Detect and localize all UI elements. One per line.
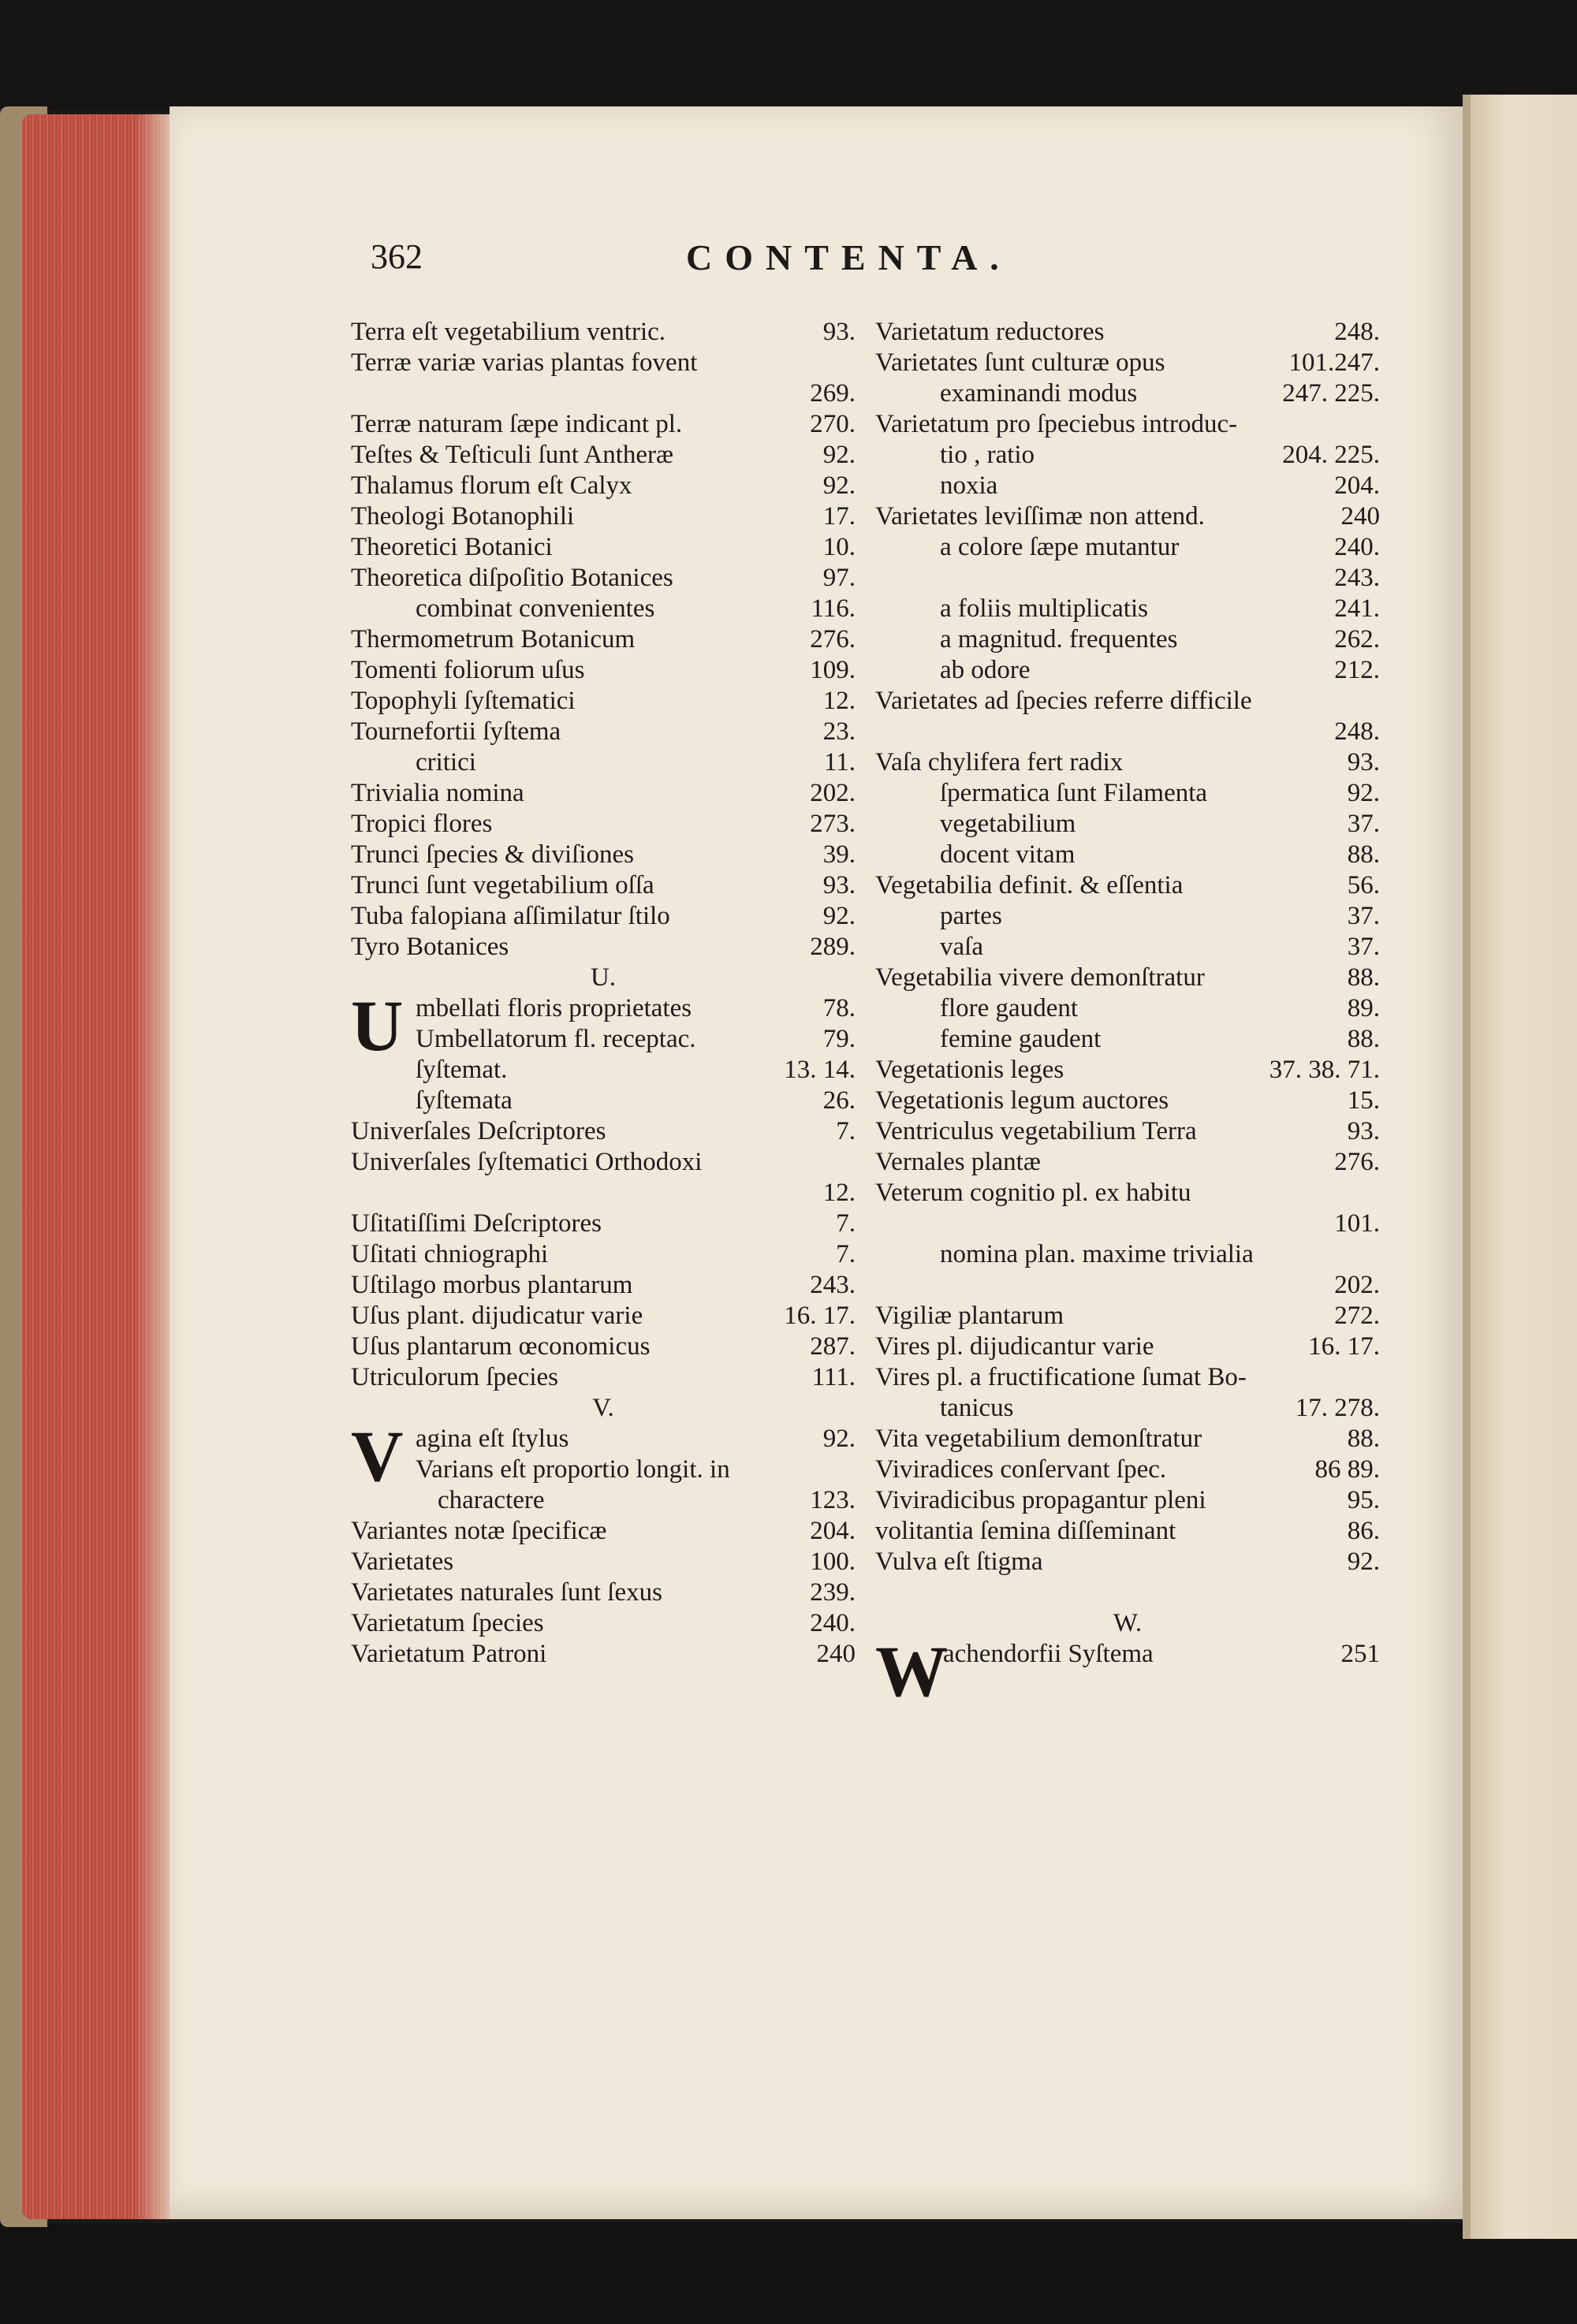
index-entry [875,1362,1380,1393]
entry-page-ref: 269. [810,379,856,408]
entry-page-ref: 240. [810,1609,856,1637]
entry-page-ref: 272. [1334,1302,1380,1330]
entry-term: ab odore [940,656,1031,684]
index-entry [351,932,856,963]
entry-term: ſpermatica ſunt Filamenta [940,779,1208,807]
entry-page-ref: 15. [1347,1086,1380,1115]
entry-page-ref: 202. [810,779,856,807]
index-entry [351,1639,856,1670]
entry-page-ref: 92. [1347,779,1380,807]
entry-page-ref: 17. 278. [1295,1394,1380,1422]
entry-page-ref: 101. [1334,1209,1380,1238]
index-entry [351,840,856,870]
entry-page-ref: 88. [1347,963,1380,992]
index-entry [875,1116,1380,1147]
background-bottom [0,2223,1577,2324]
entry-page-ref: 262. [1334,625,1380,654]
index-entry [351,1454,856,1485]
index-entry [351,563,856,594]
index-entry [351,1393,856,1424]
index-entry [351,1116,856,1147]
entry-term: Univerſales Deſcriptores [351,1117,606,1145]
index-entry [875,594,1380,624]
entry-term: Trunci ſpecies & diviſiones [351,840,635,869]
drop-capital: V [351,1416,404,1496]
index-entry [875,655,1380,686]
index-entry [875,1024,1380,1055]
index-entry [351,594,856,624]
entry-page-ref: 240 [1340,502,1380,531]
entry-page-ref: 37. [1347,933,1380,961]
index-entry [351,809,856,840]
entry-term: Varietatum reductores [875,318,1105,346]
entry-page-ref: 92. [822,441,856,469]
entry-page-ref: 93. [822,318,856,346]
entry-term: Viviradicibus propagantur pleni [875,1486,1206,1514]
entry-term: Tropici flores [351,810,493,838]
entry-term: Varietatum Patroni [351,1640,547,1668]
entry-page-ref: 17. [822,502,856,531]
entry-page-ref: 7. [836,1209,856,1238]
index-entry [351,655,856,686]
index-entry [875,1055,1380,1086]
entry-term: Theoretica diſpoſitio Botanices [351,564,673,592]
index-entry [351,686,856,717]
entry-page-ref: 92. [822,471,856,500]
entry-term: achendorfii Syſtema [943,1640,1154,1668]
entry-term: docent vitam [940,840,1076,869]
left-index-column [351,317,856,1670]
entry-term: a foliis multiplicatis [940,594,1148,623]
entry-term: Theologi Botanophili [351,502,575,531]
entry-page-ref: 88. [1347,1025,1380,1053]
entry-page-ref: 37. [1347,810,1380,838]
entry-term: a magnitud. frequentes [940,625,1178,654]
index-entry [351,717,856,747]
entry-term: Vernales plantæ [875,1148,1041,1176]
index-entry [875,348,1380,378]
index-entry [875,1086,1380,1116]
index-entry [875,1547,1380,1577]
entry-term: Tuba falopiana aſſimilatur ſtilo [351,902,670,930]
index-entry [875,717,1380,747]
index-entry [351,1086,856,1116]
index-entry [875,1393,1380,1424]
index-entry [351,1209,856,1239]
entry-page-ref: 92. [822,902,856,930]
index-entry [875,317,1380,348]
entry-page-ref: 109. [810,656,856,684]
entry-term: Varietatum pro ſpeciebus introduc- [875,410,1238,438]
entry-term: Variantes notæ ſpecificæ [351,1517,607,1545]
index-entry [351,1331,856,1362]
entry-page-ref: 86 89. [1314,1455,1380,1484]
entry-term: Topophyli ſyſtematici [351,687,576,715]
entry-page-ref: 100. [810,1547,856,1576]
entry-page-ref: 88. [1347,1425,1380,1453]
index-entry [875,1239,1380,1270]
entry-page-ref: 240. [1334,533,1380,561]
index-entry [875,1485,1380,1516]
entry-page-ref: 7. [836,1117,856,1145]
index-entry [875,501,1380,532]
index-entry [875,624,1380,655]
entry-term: Vigiliæ plantarum [875,1302,1064,1330]
entry-page-ref: 13. 14. [784,1056,856,1084]
entry-page-ref: 95. [1347,1486,1380,1514]
entry-term: charactere [438,1486,545,1514]
entry-term: noxia [940,471,998,500]
entry-page-ref: 240 [816,1640,856,1668]
index-entry [875,840,1380,870]
index-entry [875,963,1380,993]
background-top [0,0,1577,110]
entry-term: Vaſa chylifera fert radix [875,748,1124,777]
entry-term: Vita vegetabilium demonſtratur [875,1425,1202,1453]
entry-term: Thalamus florum eſt Calyx [351,471,632,500]
index-entry [351,1485,856,1516]
entry-page-ref: 78. [822,994,856,1022]
entry-page-ref: 37. 38. 71. [1269,1056,1380,1084]
entry-term: Uſtilago morbus plantarum [351,1271,633,1299]
index-entry [875,1577,1380,1608]
entry-term: Tournefortii ſyſtema [351,717,561,746]
entry-term: vegetabilium [940,810,1076,838]
entry-page-ref: 111. [811,1363,856,1391]
entry-term: Vulva eſt ſtigma [875,1547,1043,1576]
entry-page-ref: 12. [822,1179,856,1207]
entry-term: Vires pl. dijudicantur varie [875,1332,1154,1361]
index-entry [351,348,856,378]
index-entry [351,378,856,409]
entry-page-ref: 56. [1347,871,1380,899]
entry-term: combinat convenientes [416,594,655,623]
entry-page-ref: 287. [810,1332,856,1361]
entry-page-ref: 273. [810,810,856,838]
index-entry [875,1209,1380,1239]
index-entry [351,501,856,532]
index-entry [875,747,1380,778]
entry-page-ref: 12. [822,687,856,715]
index-entry [351,1147,856,1178]
entry-term: Teſtes & Teſticuli ſunt Antheræ [351,441,674,469]
entry-term: Viviradices conſervant ſpec. [875,1455,1167,1484]
entry-page-ref: 248. [1334,318,1380,346]
entry-page-ref: 251 [1340,1640,1380,1668]
entry-term: ſyſtemata [416,1086,513,1115]
right-index-column [875,317,1380,1711]
entry-page-ref: 204. [1334,471,1380,500]
index-entry [875,1631,1380,1711]
index-entry [351,1024,856,1055]
index-entry [875,378,1380,409]
entry-term: vaſa [940,933,983,961]
entry-term: Umbellatorum fl. receptac. [416,1025,696,1053]
entry-term: tanicus [940,1394,1014,1422]
entry-page-ref: 97. [822,564,856,592]
entry-term: Vegetationis legum auctores [875,1086,1169,1115]
index-entry [351,1178,856,1209]
index-entry [351,1301,856,1331]
entry-term: Trunci ſunt vegetabilium oſſa [351,871,654,899]
index-entry [351,1270,856,1301]
entry-term: Vegetabilia vivere demonſtratur [875,963,1205,992]
index-entry [875,1147,1380,1178]
entry-page-ref: 92. [822,1425,856,1453]
index-entry [875,993,1380,1024]
index-entry [351,1577,856,1608]
entry-term: critici [416,748,476,777]
index-entry [875,563,1380,594]
index-entry [351,778,856,809]
entry-term: a colore ſæpe mutantur [940,533,1180,561]
index-entry [875,471,1380,501]
entry-page-ref: 248. [1334,717,1380,746]
entry-page-ref: 7. [836,1240,856,1268]
entry-page-ref: 247. 225. [1282,379,1380,408]
entry-page-ref: 276. [810,625,856,654]
entry-term: Theoretici Botanici [351,533,553,561]
entry-page-ref: 123. [810,1486,856,1514]
index-entry [875,1516,1380,1547]
entry-page-ref: 16. 17. [784,1302,856,1330]
entry-term: Uſitati chniographi [351,1240,549,1268]
index-entry [875,778,1380,809]
index-entry [351,471,856,501]
entry-term: Tomenti foliorum uſus [351,656,585,684]
entry-page-ref: 212. [1334,656,1380,684]
index-entry [875,686,1380,717]
entry-term: tio , ratio [940,441,1035,469]
entry-page-ref: 93. [1347,748,1380,777]
entry-term: Veterum cognitio pl. ex habitu [875,1179,1191,1207]
index-entry [875,1424,1380,1454]
index-entry [351,440,856,471]
entry-term: Terræ naturam ſæpe indicant pl. [351,410,683,438]
index-entry [875,932,1380,963]
entry-term: agina eſt ſtylus [416,1425,569,1453]
index-entry [875,901,1380,932]
entry-term: Tyro Botanices [351,933,509,961]
entry-term: Varietates [351,1547,454,1576]
entry-term: Uſus plantarum œconomicus [351,1332,651,1361]
entry-page-ref: 11. [823,748,856,777]
entry-page-ref: 23. [822,717,856,746]
entry-page-ref: 101.247. [1288,348,1380,377]
entry-term: mbellati floris proprietates [416,994,692,1022]
drop-capital: W [875,1631,948,1711]
index-entry [875,809,1380,840]
entry-page-ref: 239. [810,1578,856,1607]
index-entry [875,1331,1380,1362]
index-entry [351,901,856,932]
entry-page-ref: 16. 17. [1308,1332,1380,1361]
page-title: CONTENTA. [686,237,1012,277]
entry-term: Terræ variæ varias plantas fovent [351,348,698,377]
entry-term: Vires pl. a fructificatione ſumat Bo- [875,1363,1247,1391]
index-entry [351,1608,856,1639]
entry-term: Varietatum ſpecies [351,1609,544,1637]
entry-term: Varietates ad ſpecies referre difficile [875,687,1252,715]
entry-page-ref: 39. [822,840,856,869]
index-entry [351,317,856,348]
index-entry [351,1239,856,1270]
entry-term: ſyſtemat. [416,1056,508,1084]
entry-page-ref: 204. [810,1517,856,1545]
entry-term: Varietates leviſſimæ non attend. [875,502,1205,531]
entry-term: volitantia ſemina diſſeminant [875,1517,1176,1545]
entry-page-ref: 89. [1347,994,1380,1022]
entry-page-ref: 79. [822,1025,856,1053]
index-entry [875,532,1380,563]
index-entry [351,624,856,655]
entry-term: W. [1113,1609,1143,1637]
facing-page [1463,95,1577,2239]
entry-page-ref: 241. [1334,594,1380,623]
index-entry [875,1454,1380,1485]
index-entry [351,532,856,563]
index-entry [875,1178,1380,1209]
index-entry [351,870,856,901]
entry-term: V. [592,1394,614,1422]
index-entry [351,1055,856,1086]
entry-page-ref: 93. [1347,1117,1380,1145]
drop-capital: U [351,985,404,1066]
index-entry [875,440,1380,471]
entry-term: Thermometrum Botanicum [351,625,636,654]
entry-term: Varietates naturales ſunt ſexus [351,1578,662,1607]
entry-term: Varietates ſunt culturæ opus [875,348,1165,377]
entry-page-ref: 289. [810,933,856,961]
entry-page-ref: 243. [810,1271,856,1299]
index-entry [875,1301,1380,1331]
entry-term: flore gaudent [940,994,1079,1022]
entry-term: Vegetationis leges [875,1056,1064,1084]
entry-page-ref: 88. [1347,840,1380,869]
entry-page-ref: 37. [1347,902,1380,930]
entry-term: partes [940,902,1002,930]
index-entry [351,1547,856,1577]
entry-term: Trivialia nomina [351,779,524,807]
index-entry [875,409,1380,440]
entry-page-ref: 26. [822,1086,856,1115]
entry-term: Univerſales ſyſtematici Orthodoxi [351,1148,703,1176]
gutter [1463,95,1471,2239]
entry-term: femine gaudent [940,1025,1102,1053]
entry-page-ref: 270. [810,410,856,438]
index-entry [875,1608,1380,1639]
index-entry [351,409,856,440]
entry-page-ref: 116. [811,594,856,623]
entry-term: examinandi modus [940,379,1138,408]
entry-term: Utriculorum ſpecies [351,1363,559,1391]
entry-term: nomina plan. maxime trivialia [940,1240,1254,1268]
page-number: 362 [371,237,423,276]
index-entry [875,1270,1380,1301]
index-entry [351,1516,856,1547]
entry-term: Uſus plant. dijudicatur varie [351,1302,643,1330]
entry-term: Uſitatiſſimi Deſcriptores [351,1209,602,1238]
entry-term: Ventriculus vegetabilium Terra [875,1117,1197,1145]
entry-page-ref: 92. [1347,1547,1380,1576]
entry-page-ref: 243. [1334,564,1380,592]
entry-page-ref: 276. [1334,1148,1380,1176]
index-entry [351,747,856,778]
entry-page-ref: 202. [1334,1271,1380,1299]
entry-page-ref: 93. [822,871,856,899]
entry-term: Vegetabilia definit. & eſſentia [875,871,1184,899]
index-entry [875,870,1380,901]
entry-term: Varians eſt proportio longit. in [416,1455,730,1484]
entry-page-ref: 86. [1347,1517,1380,1545]
entry-page-ref: 10. [822,533,856,561]
index-entry [351,1362,856,1393]
entry-term: Terra eſt vegetabilium ventric. [351,318,666,346]
entry-page-ref: 204. 225. [1282,441,1380,469]
index-entry [351,963,856,993]
entry-term: U. [590,963,617,992]
